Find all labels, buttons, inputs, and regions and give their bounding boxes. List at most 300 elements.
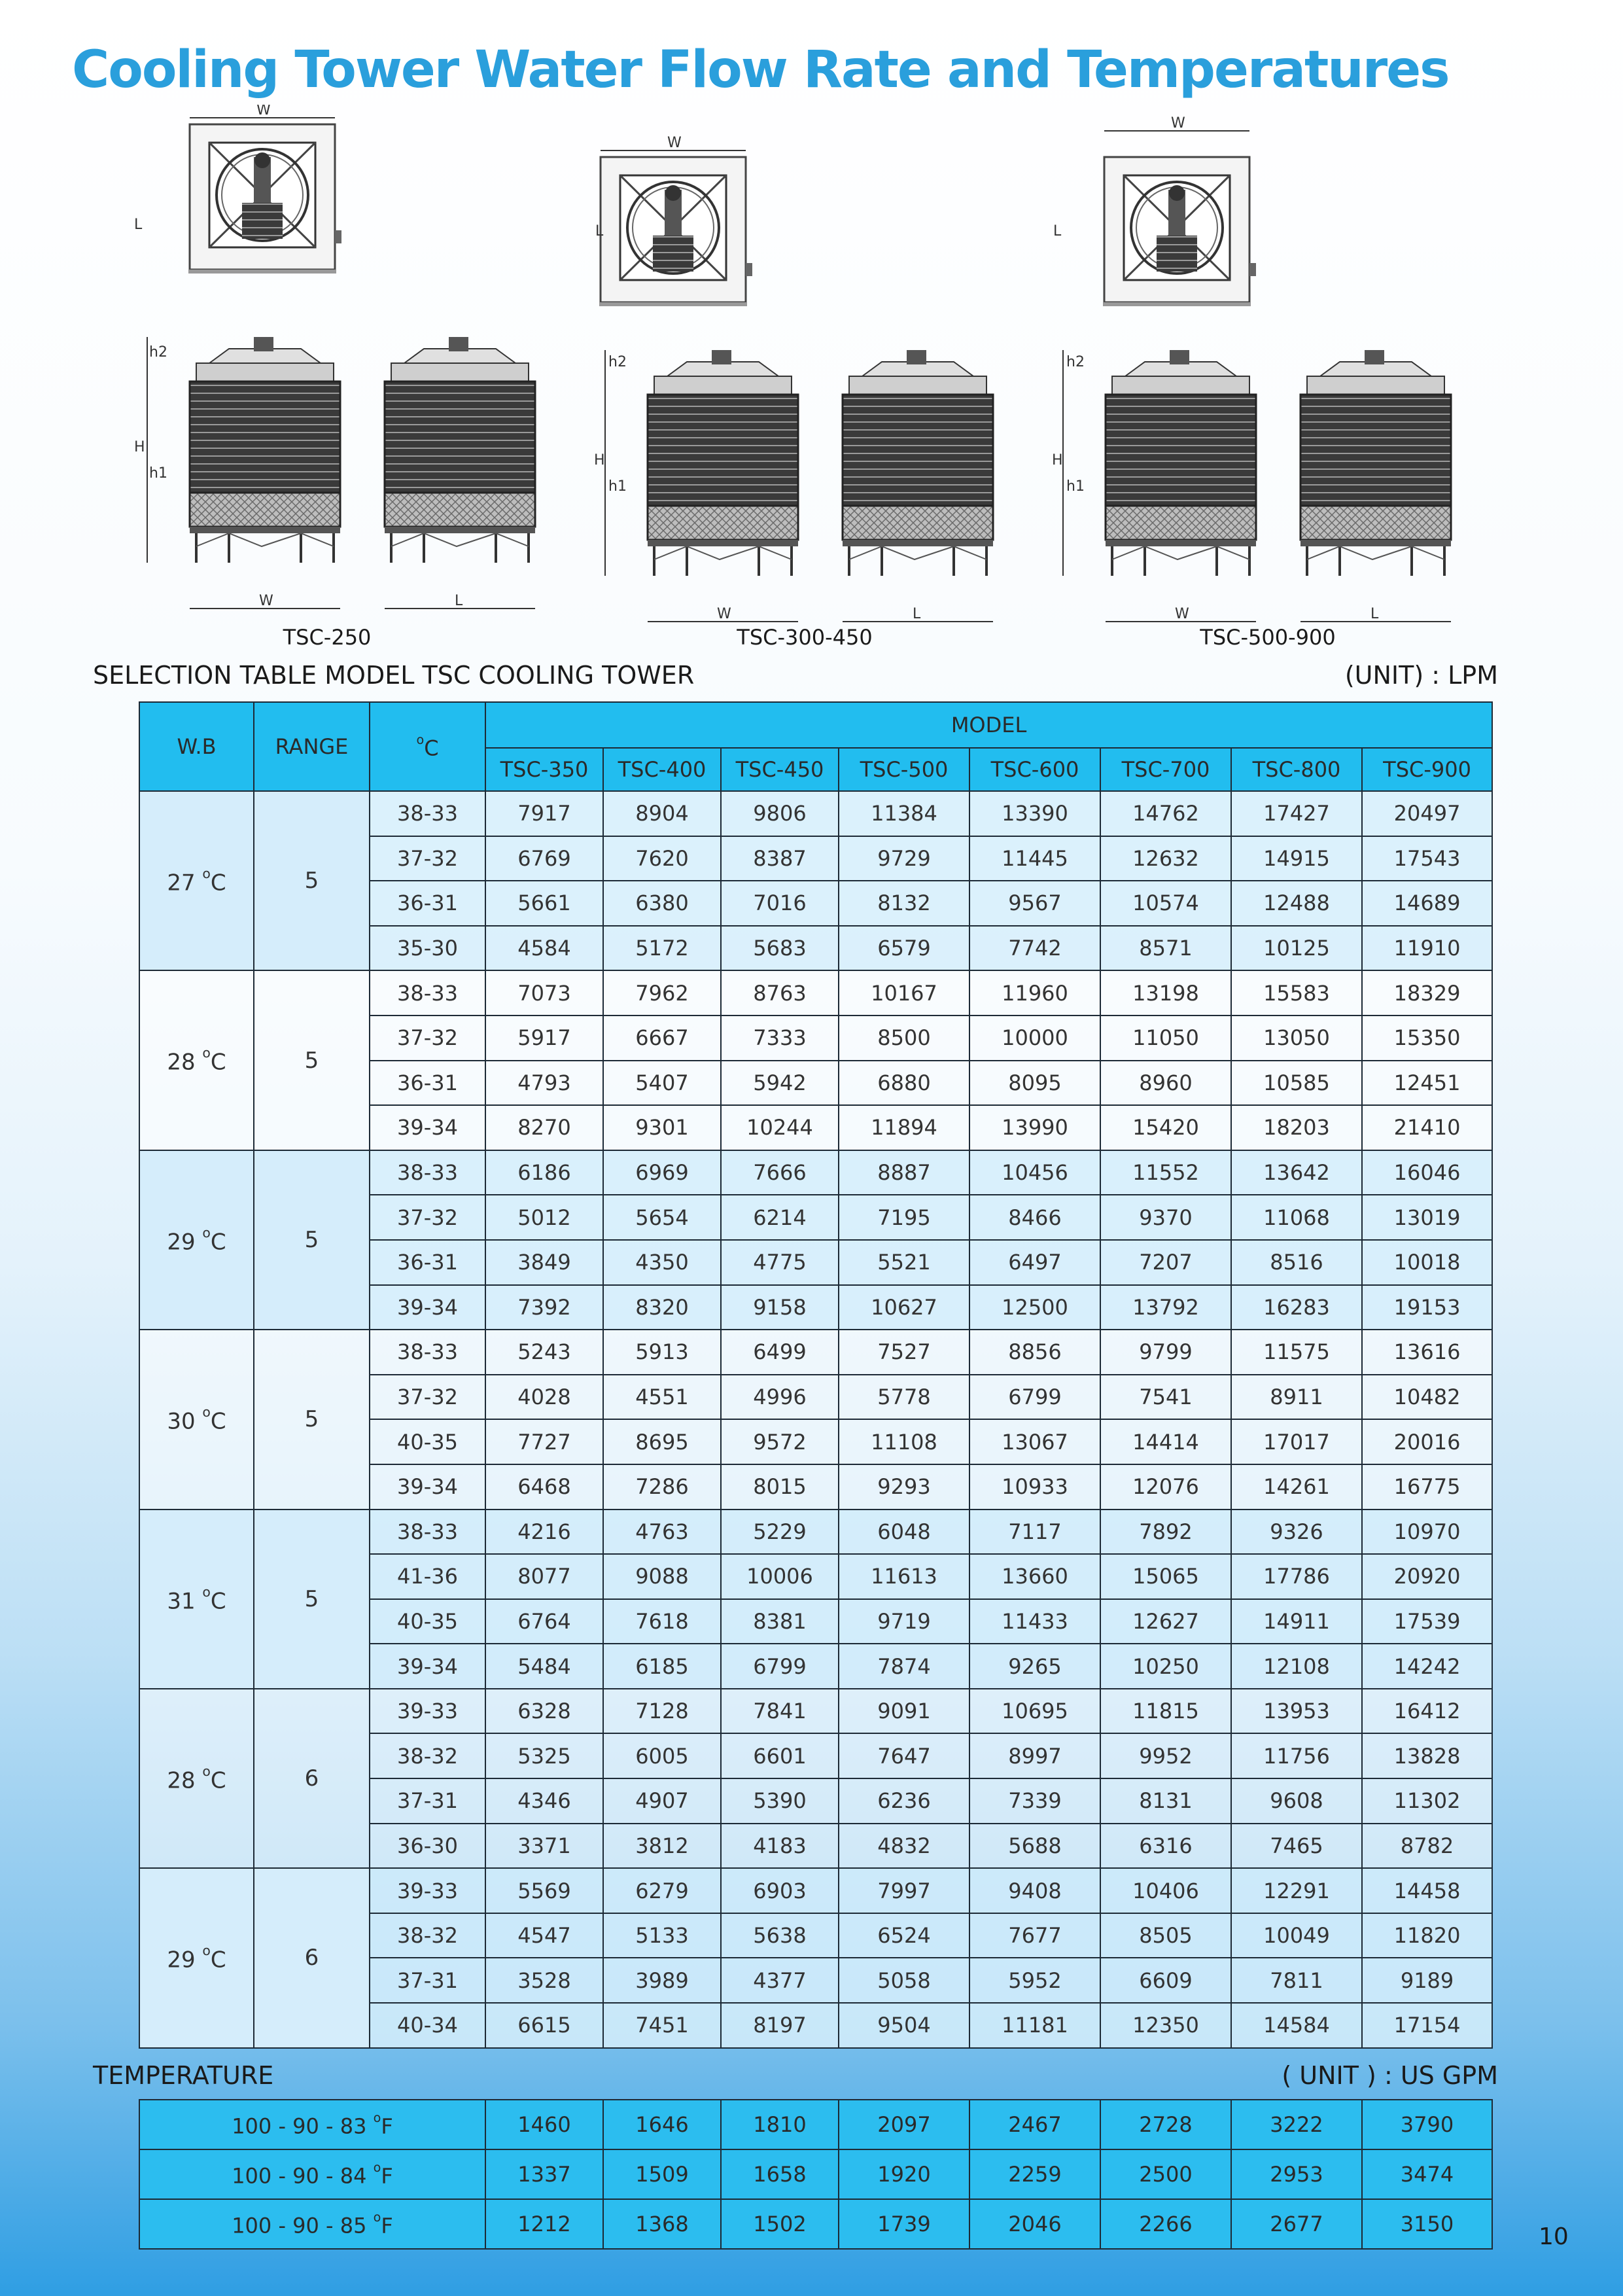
flow-value-cell: 6185	[603, 1644, 721, 1689]
temp-range-cell: 39-34	[370, 1464, 485, 1510]
flow-value-cell: 6497	[969, 1240, 1100, 1285]
temp-range-cell: 39-33	[370, 1689, 485, 1734]
flow-value-cell: 5012	[485, 1195, 603, 1240]
flow-value-cell: 14911	[1231, 1599, 1362, 1644]
flow-value-cell: 4377	[721, 1958, 839, 2003]
flow-value-cell: 7128	[603, 1689, 721, 1734]
gpm-value-cell: 3790	[1362, 2100, 1492, 2149]
flow-value-cell: 7541	[1100, 1375, 1231, 1420]
flow-value-cell: 6524	[839, 1913, 969, 1958]
flow-value-cell: 5325	[485, 1733, 603, 1778]
flow-value-cell: 6799	[969, 1375, 1100, 1420]
flow-value-cell: 15065	[1100, 1554, 1231, 1599]
wb-header: W.B	[139, 702, 254, 791]
flow-value-cell: 11820	[1362, 1913, 1492, 1958]
flow-value-cell: 11433	[969, 1599, 1100, 1644]
table-row	[139, 1330, 1492, 1375]
flow-value-cell: 9301	[603, 1105, 721, 1150]
flow-value-cell: 10406	[1100, 1868, 1231, 1913]
wb-unit: C	[210, 1049, 226, 1076]
flow-value-cell: 5407	[603, 1061, 721, 1106]
gpm-value-cell: 3474	[1362, 2149, 1492, 2199]
flow-value-cell: 6609	[1100, 1958, 1231, 2003]
flow-value-cell: 9265	[969, 1644, 1100, 1689]
wb-cell: 30 $^o$C	[139, 1330, 254, 1509]
flow-value-cell: 7333	[721, 1016, 839, 1061]
flow-value-cell: 6048	[839, 1510, 969, 1555]
flow-value-cell: 20016	[1362, 1419, 1492, 1464]
range-cell: 6	[254, 1689, 370, 1868]
temperature-label-cell: 100 - 90 - 85 $^o$F	[139, 2199, 485, 2249]
model-column-header: TSC-900	[1362, 748, 1492, 791]
dimension-l-label: L	[595, 223, 604, 239]
flow-value-cell: 7997	[839, 1868, 969, 1913]
flow-value-cell: 9504	[839, 2003, 969, 2048]
table-row	[139, 970, 1492, 1016]
wb-cell: 28 $^o$C	[139, 1689, 254, 1868]
flow-value-cell: 6005	[603, 1733, 721, 1778]
flow-value-cell: 11445	[969, 836, 1100, 881]
tower-drawings	[0, 105, 1623, 661]
flow-value-cell: 10695	[969, 1689, 1100, 1734]
flow-value-cell: 6764	[485, 1599, 603, 1644]
wb-cell: 31 $^o$C	[139, 1510, 254, 1689]
flow-value-cell: 7892	[1100, 1510, 1231, 1555]
gpm-value-cell: 2259	[969, 2149, 1100, 2199]
flow-value-cell: 4346	[485, 1778, 603, 1824]
flow-value-cell: 8887	[839, 1150, 969, 1195]
flow-value-cell: 8571	[1100, 926, 1231, 971]
flow-value-cell: 13019	[1362, 1195, 1492, 1240]
temperature-label: 100 - 90 - 85	[232, 2213, 367, 2238]
dimension-h-label: H	[594, 452, 605, 468]
flow-value-cell: 6799	[721, 1644, 839, 1689]
flow-value-cell: 10006	[721, 1554, 839, 1599]
flow-value-cell: 11108	[839, 1419, 969, 1464]
temp-range-cell: 39-34	[370, 1105, 485, 1150]
temp-range-cell: 40-34	[370, 2003, 485, 2048]
temp-range-cell: 39-34	[370, 1644, 485, 1689]
flow-value-cell: 7811	[1231, 1958, 1362, 2003]
flow-value-cell: 5390	[721, 1778, 839, 1824]
flow-value-cell: 12108	[1231, 1644, 1362, 1689]
wb-cell: 28 $^o$C	[139, 970, 254, 1150]
dimension-l-label: L	[913, 606, 921, 622]
wb-unit: C	[210, 1229, 226, 1256]
wb-value: 28	[167, 1767, 196, 1794]
flow-value-cell: 14458	[1362, 1868, 1492, 1913]
flow-value-cell: 5778	[839, 1375, 969, 1420]
flow-value-cell: 5688	[969, 1824, 1100, 1869]
dimension-h-label: H	[134, 439, 145, 455]
table-row	[139, 1689, 1492, 1734]
flow-value-cell: 9326	[1231, 1510, 1362, 1555]
flow-value-cell: 4183	[721, 1824, 839, 1869]
dimension-h2-label: h2	[149, 344, 167, 361]
range-cell: 5	[254, 970, 370, 1150]
flow-value-cell: 16046	[1362, 1150, 1492, 1195]
flow-value-cell: 7392	[485, 1285, 603, 1330]
flow-value-cell: 15350	[1362, 1016, 1492, 1061]
flow-value-cell: 21410	[1362, 1105, 1492, 1150]
flow-value-cell: 8911	[1231, 1375, 1362, 1420]
flow-value-cell: 13990	[969, 1105, 1100, 1150]
wb-value: 28	[167, 1049, 196, 1076]
temp-range-cell: 37-32	[370, 836, 485, 881]
temperature-unit: F	[381, 2113, 393, 2139]
gpm-value-cell: 3222	[1231, 2100, 1362, 2149]
gpm-value-cell: 1739	[839, 2199, 969, 2249]
flow-value-cell: 12488	[1231, 881, 1362, 926]
flow-value-cell: 6499	[721, 1330, 839, 1375]
wb-cell: 29 $^o$C	[139, 1150, 254, 1330]
temp-range-cell: 36-31	[370, 1240, 485, 1285]
dimension-h-label: H	[1052, 452, 1063, 468]
flow-value-cell: 11050	[1100, 1016, 1231, 1061]
wb-value: 29	[167, 1947, 196, 1973]
flow-value-cell: 16412	[1362, 1689, 1492, 1734]
temp-range-cell: 38-33	[370, 1510, 485, 1555]
flow-value-cell: 11910	[1362, 926, 1492, 971]
gpm-value-cell: 2266	[1100, 2199, 1231, 2249]
dimension-l-label: L	[134, 217, 143, 233]
temp-range-cell: 36-31	[370, 1061, 485, 1106]
flow-value-cell: 9729	[839, 836, 969, 881]
range-cell: 6	[254, 1868, 370, 2047]
gpm-value-cell: 3150	[1362, 2199, 1492, 2249]
gpm-value-cell: 1810	[721, 2100, 839, 2149]
flow-value-cell: 6214	[721, 1195, 839, 1240]
temp-range-cell: 39-33	[370, 1868, 485, 1913]
flow-value-cell: 7677	[969, 1913, 1100, 1958]
flow-value-cell: 8387	[721, 836, 839, 881]
selection-table-heading: SELECTION TABLE MODEL TSC COOLING TOWER	[93, 661, 695, 690]
temp-range-cell: 39-34	[370, 1285, 485, 1330]
model-column-header: TSC-500	[839, 748, 969, 791]
flow-value-cell: 9608	[1231, 1778, 1362, 1824]
temp-range-cell: 35-30	[370, 926, 485, 971]
drawing-caption-tsc-300-450: TSC-300-450	[737, 625, 873, 650]
flow-value-cell: 4547	[485, 1913, 603, 1958]
flow-value-cell: 17539	[1362, 1599, 1492, 1644]
flow-value-cell: 5661	[485, 881, 603, 926]
flow-value-cell: 6380	[603, 881, 721, 926]
model-column-header: TSC-450	[721, 748, 839, 791]
table-row	[139, 1510, 1492, 1555]
flow-value-cell: 10250	[1100, 1644, 1231, 1689]
flow-value-cell: 12500	[969, 1285, 1100, 1330]
wb-value: 30	[167, 1408, 196, 1435]
temperature-label: 100 - 90 - 84	[232, 2163, 367, 2189]
flow-value-cell: 7286	[603, 1464, 721, 1510]
flow-value-cell: 13616	[1362, 1330, 1492, 1375]
temperature-unit: F	[381, 2163, 393, 2189]
flow-value-cell: 10000	[969, 1016, 1100, 1061]
temp-range-cell: 38-33	[370, 791, 485, 836]
temperature-label-cell: 100 - 90 - 83 $^o$F	[139, 2100, 485, 2149]
flow-value-cell: 14584	[1231, 2003, 1362, 2048]
flow-value-cell: 9408	[969, 1868, 1100, 1913]
flow-value-cell: 11815	[1100, 1689, 1231, 1734]
flow-value-cell: 8095	[969, 1061, 1100, 1106]
flow-value-cell: 7647	[839, 1733, 969, 1778]
dimension-w-label: W	[667, 135, 682, 151]
flow-value-cell: 7195	[839, 1195, 969, 1240]
wb-unit: C	[210, 1587, 226, 1614]
flow-value-cell: 7620	[603, 836, 721, 881]
flow-value-cell: 7742	[969, 926, 1100, 971]
flow-value-cell: 7451	[603, 2003, 721, 2048]
flow-value-cell: 5229	[721, 1510, 839, 1555]
flow-value-cell: 11613	[839, 1554, 969, 1599]
flow-value-cell: 13953	[1231, 1689, 1362, 1734]
flow-value-cell: 12632	[1100, 836, 1231, 881]
range-cell: 5	[254, 1150, 370, 1330]
flow-value-cell: 7618	[603, 1599, 721, 1644]
range-header: RANGE	[254, 702, 370, 791]
flow-value-cell: 4028	[485, 1375, 603, 1420]
temp-range-cell: 36-31	[370, 881, 485, 926]
dimension-l-label: L	[1053, 223, 1062, 239]
dimension-h1-label: h1	[149, 465, 167, 482]
flow-value-cell: 10627	[839, 1285, 969, 1330]
flow-value-cell: 4996	[721, 1375, 839, 1420]
temp-range-cell: 38-32	[370, 1913, 485, 1958]
flow-value-cell: 17427	[1231, 791, 1362, 836]
temperature-row	[139, 2199, 1492, 2249]
flow-value-cell: 9952	[1100, 1733, 1231, 1778]
flow-value-cell: 7465	[1231, 1824, 1362, 1869]
flow-value-cell: 14762	[1100, 791, 1231, 836]
flow-value-cell: 10970	[1362, 1510, 1492, 1555]
flow-value-cell: 11181	[969, 2003, 1100, 2048]
gpm-value-cell: 1920	[839, 2149, 969, 2199]
range-cell: 5	[254, 791, 370, 970]
flow-value-cell: 7666	[721, 1150, 839, 1195]
flow-value-cell: 8381	[721, 1599, 839, 1644]
temp-range-cell: 40-35	[370, 1599, 485, 1644]
wb-cell: 29 $^o$C	[139, 1868, 254, 2047]
flow-value-cell: 6468	[485, 1464, 603, 1510]
flow-value-cell: 14689	[1362, 881, 1492, 926]
model-column-header: TSC-800	[1231, 748, 1362, 791]
flow-value-cell: 16283	[1231, 1285, 1362, 1330]
flow-value-cell: 18203	[1231, 1105, 1362, 1150]
dimension-w-label: W	[259, 593, 273, 609]
flow-value-cell: 5913	[603, 1330, 721, 1375]
page-title: Cooling Tower Water Flow Rate and Temperatures	[72, 41, 1449, 99]
flow-value-cell: 6615	[485, 2003, 603, 2048]
flow-value-cell: 10018	[1362, 1240, 1492, 1285]
temp-range-cell: 36-30	[370, 1824, 485, 1869]
flow-value-cell: 3849	[485, 1240, 603, 1285]
flow-value-cell: 5654	[603, 1195, 721, 1240]
flow-value-cell: 7917	[485, 791, 603, 836]
flow-value-cell: 9567	[969, 881, 1100, 926]
gpm-value-cell: 2500	[1100, 2149, 1231, 2199]
dimension-w-label: W	[256, 105, 271, 118]
temp-range-cell: 38-32	[370, 1733, 485, 1778]
temp-range-cell: 41-36	[370, 1554, 485, 1599]
drawing-caption-tsc-500-900: TSC-500-900	[1200, 625, 1336, 650]
gpm-value-cell: 2467	[969, 2100, 1100, 2149]
flow-value-cell: 19153	[1362, 1285, 1492, 1330]
flow-value-cell: 10167	[839, 970, 969, 1016]
tower-drawings-svg	[0, 105, 1623, 661]
flow-value-cell: 4551	[603, 1375, 721, 1420]
temperature-unit: ( UNIT ) : US GPM	[1282, 2061, 1498, 2090]
flow-value-cell: 20497	[1362, 791, 1492, 836]
model-column-header: TSC-600	[969, 748, 1100, 791]
flow-value-cell: 10482	[1362, 1375, 1492, 1420]
wb-unit: C	[210, 1947, 226, 1973]
flow-value-cell: 6880	[839, 1061, 969, 1106]
temp-range-cell: 38-33	[370, 970, 485, 1016]
flow-value-cell: 5942	[721, 1061, 839, 1106]
flow-value-cell: 6328	[485, 1689, 603, 1734]
flow-value-cell: 15583	[1231, 970, 1362, 1016]
flow-value-cell: 8763	[721, 970, 839, 1016]
flow-value-cell: 8505	[1100, 1913, 1231, 1958]
temp-range-cell: 38-33	[370, 1330, 485, 1375]
flow-value-cell: 7016	[721, 881, 839, 926]
flow-value-cell: 4584	[485, 926, 603, 971]
wb-unit: C	[210, 1767, 226, 1794]
flow-value-cell: 11575	[1231, 1330, 1362, 1375]
flow-value-cell: 9293	[839, 1464, 969, 1510]
gpm-value-cell: 1368	[603, 2199, 721, 2249]
flow-value-cell: 8960	[1100, 1061, 1231, 1106]
model-column-header: TSC-400	[603, 748, 721, 791]
flow-value-cell: 9189	[1362, 1958, 1492, 2003]
flow-value-cell: 6769	[485, 836, 603, 881]
flow-value-cell: 5521	[839, 1240, 969, 1285]
flow-value-cell: 10244	[721, 1105, 839, 1150]
flow-value-cell: 5683	[721, 926, 839, 971]
flow-value-cell: 4763	[603, 1510, 721, 1555]
temp-range-cell: 40-35	[370, 1419, 485, 1464]
table-row	[139, 791, 1492, 836]
temperature-row	[139, 2100, 1492, 2149]
wb-cell: 27 $^o$C	[139, 791, 254, 970]
flow-value-cell: 8270	[485, 1105, 603, 1150]
flow-value-cell: 20920	[1362, 1554, 1492, 1599]
flow-value-cell: 16775	[1362, 1464, 1492, 1510]
flow-value-cell: 8695	[603, 1419, 721, 1464]
flow-value-cell: 12291	[1231, 1868, 1362, 1913]
flow-value-cell: 11894	[839, 1105, 969, 1150]
flow-value-cell: 13828	[1362, 1733, 1492, 1778]
flow-value-cell: 8856	[969, 1330, 1100, 1375]
flow-value-cell: 12627	[1100, 1599, 1231, 1644]
flow-value-cell: 13642	[1231, 1150, 1362, 1195]
temperature-label-cell: 100 - 90 - 84 $^o$F	[139, 2149, 485, 2199]
temperature-row	[139, 2149, 1492, 2199]
flow-value-cell: 8466	[969, 1195, 1100, 1240]
flow-value-cell: 4216	[485, 1510, 603, 1555]
selection-table	[139, 701, 1493, 2049]
temp-range-cell: 37-32	[370, 1195, 485, 1240]
flow-value-cell: 7207	[1100, 1240, 1231, 1285]
dimension-w-label: W	[717, 606, 731, 622]
temp-header: $^o$C	[370, 702, 485, 791]
flow-value-cell: 10049	[1231, 1913, 1362, 1958]
flow-value-cell: 10574	[1100, 881, 1231, 926]
flow-value-cell: 6316	[1100, 1824, 1231, 1869]
flow-value-cell: 15420	[1100, 1105, 1231, 1150]
flow-value-cell: 10456	[969, 1150, 1100, 1195]
temperature-heading: TEMPERATURE	[93, 2061, 274, 2090]
model-header: MODEL	[485, 702, 1492, 748]
flow-value-cell: 6601	[721, 1733, 839, 1778]
flow-value-cell: 8132	[839, 881, 969, 926]
flow-value-cell: 14242	[1362, 1644, 1492, 1689]
temperature-table	[139, 2099, 1493, 2250]
temp-range-cell: 37-32	[370, 1375, 485, 1420]
flow-value-cell: 11384	[839, 791, 969, 836]
flow-value-cell: 9719	[839, 1599, 969, 1644]
gpm-value-cell: 2097	[839, 2100, 969, 2149]
flow-value-cell: 11068	[1231, 1195, 1362, 1240]
flow-value-cell: 3371	[485, 1824, 603, 1869]
flow-value-cell: 13067	[969, 1419, 1100, 1464]
flow-value-cell: 11960	[969, 970, 1100, 1016]
flow-value-cell: 12451	[1362, 1061, 1492, 1106]
flow-value-cell: 7874	[839, 1644, 969, 1689]
flow-value-cell: 4907	[603, 1778, 721, 1824]
flow-value-cell: 8516	[1231, 1240, 1362, 1285]
flow-value-cell: 4775	[721, 1240, 839, 1285]
flow-value-cell: 8320	[603, 1285, 721, 1330]
range-cell: 5	[254, 1330, 370, 1509]
flow-value-cell: 13792	[1100, 1285, 1231, 1330]
wb-unit: C	[210, 1408, 226, 1435]
temp-range-cell: 37-32	[370, 1016, 485, 1061]
dimension-h1-label: h1	[1066, 478, 1085, 495]
flow-value-cell: 4350	[603, 1240, 721, 1285]
flow-value-cell: 5484	[485, 1644, 603, 1689]
gpm-value-cell: 2046	[969, 2199, 1100, 2249]
temp-range-cell: 37-31	[370, 1958, 485, 2003]
gpm-value-cell: 1460	[485, 2100, 603, 2149]
flow-value-cell: 11756	[1231, 1733, 1362, 1778]
flow-value-cell: 8500	[839, 1016, 969, 1061]
flow-value-cell: 8077	[485, 1554, 603, 1599]
dimension-l-label: L	[455, 593, 463, 609]
flow-value-cell: 10125	[1231, 926, 1362, 971]
flow-value-cell: 9370	[1100, 1195, 1231, 1240]
wb-value: 31	[167, 1587, 196, 1614]
flow-value-cell: 3989	[603, 1958, 721, 2003]
flow-value-cell: 9088	[603, 1554, 721, 1599]
temperature-label: 100 - 90 - 83	[232, 2113, 367, 2139]
flow-value-cell: 10585	[1231, 1061, 1362, 1106]
flow-value-cell: 6667	[603, 1016, 721, 1061]
gpm-value-cell: 1337	[485, 2149, 603, 2199]
flow-value-cell: 7073	[485, 970, 603, 1016]
flow-value-cell: 10933	[969, 1464, 1100, 1510]
model-column-header: TSC-700	[1100, 748, 1231, 791]
flow-value-cell: 5917	[485, 1016, 603, 1061]
flow-value-cell: 9091	[839, 1689, 969, 1734]
flow-value-cell: 3812	[603, 1824, 721, 1869]
flow-value-cell: 7339	[969, 1778, 1100, 1824]
flow-value-cell: 8197	[721, 2003, 839, 2048]
flow-value-cell: 6236	[839, 1778, 969, 1824]
flow-value-cell: 18329	[1362, 970, 1492, 1016]
table-row	[139, 1150, 1492, 1195]
flow-value-cell: 17017	[1231, 1419, 1362, 1464]
